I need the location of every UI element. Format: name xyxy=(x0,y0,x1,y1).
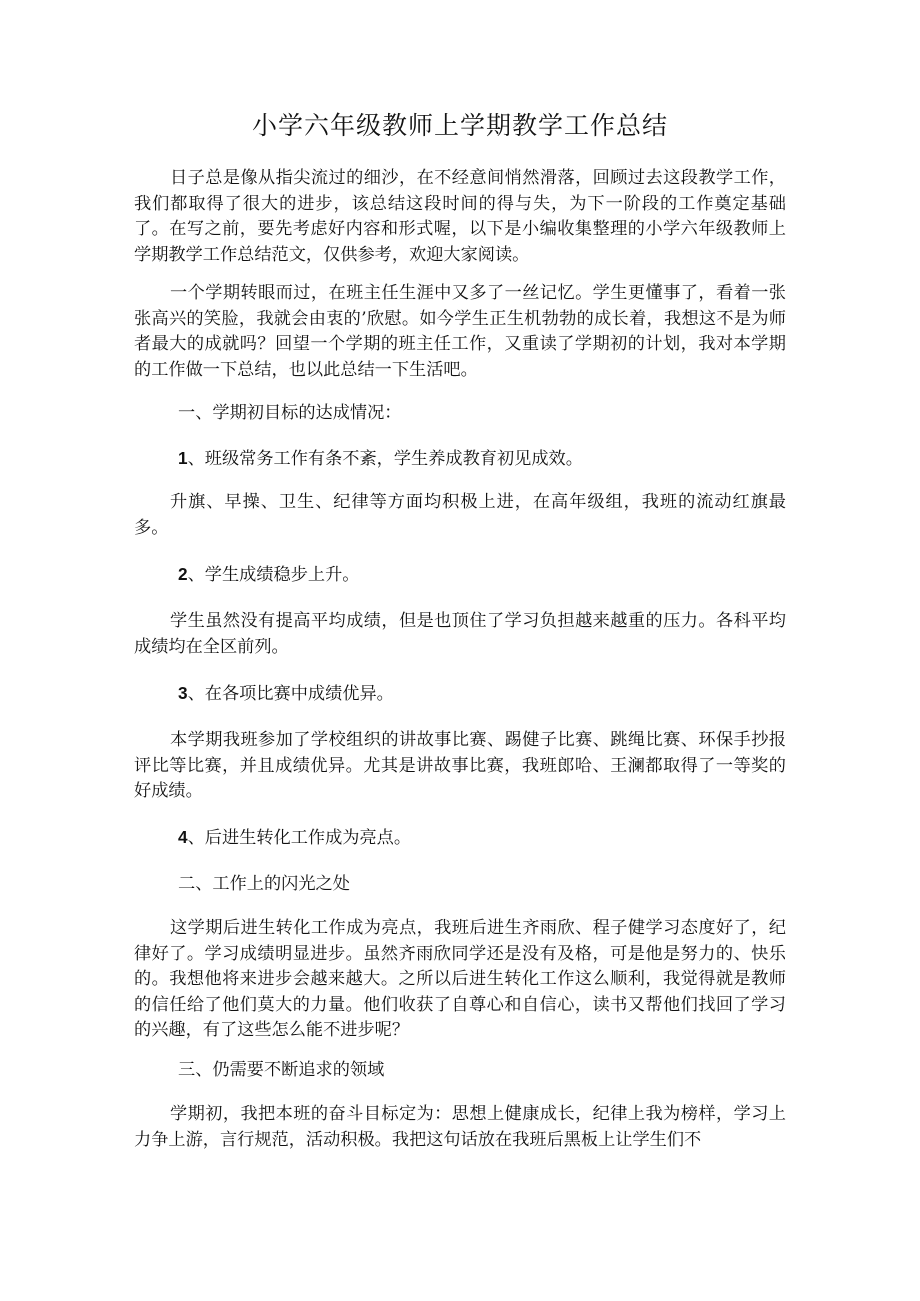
section-2-body: 这学期后进生转化工作成为亮点，我班后进生齐雨欣、程子健学习态度好了，纪律好了。学习成绩明显进步。虽然齐雨欣同学还是没有及格，可是他是努力的、快乐的。我想他将来进步会越来越大。之所以后进生转化工作这么顺利，我觉得就是教师的信任给了他们莫大的力量。他们收获了自尊心和自信心，读书又帮他们找回了学习的兴趣，有了这些怎么能不进步呢？ xyxy=(134,918,786,1041)
intro-paragraph: 日子总是像从指尖流过的细沙，在不经意间悄然滑落，回顾过去这段教学工作，我们都取得了很大的进步，该总结这段时间的得与失，为下一阶段的工作奠定基础了。在写之前，要先考虑好内容和形式喔，以下是小编收集整理的小学六年级教师上学期教学工作总结范文，仅供参考，欢迎大家阅读。 xyxy=(134,168,786,265)
item-2-heading-text: 、学生成绩稳步上升。 xyxy=(187,565,360,585)
section-2-heading: 二、工作上的闪光之处 xyxy=(178,874,350,894)
item-4-number: 4 xyxy=(178,827,188,847)
item-1-heading xyxy=(134,446,786,473)
item-3-number: 3 xyxy=(178,683,188,703)
section-1-heading: 一、学期初目标的达成情况： xyxy=(178,403,402,423)
item-3-heading xyxy=(134,681,786,708)
section-3-body: 学期初，我把本班的奋斗目标定为：思想上健康成长，纪律上我为榜样，学习上力争上游，言行规范，活动积极。我把这句话放在我班后黑板上让学生们不 xyxy=(134,1104,786,1150)
item-1-heading-text: 、班级常务工作有条不紊，学生养成教育初见成效。 xyxy=(187,449,583,469)
opening-paragraph: 一个学期转眼而过，在班主任生涯中又多了一丝记忆。学生更懂事了，看着一张张高兴的笑脸，我就会由衷的’欣慰。如今学生正生机勃勃的成长着，我想这不是为师者最大的成就吗？回望一个学期的班主任工作，又重读了学期初的计划，我对本学期的工作做一下总结，也以此总结一下生活吧。 xyxy=(134,283,786,380)
item-4-heading-text: 、后进生转化工作成为亮点。 xyxy=(187,828,412,848)
item-3-heading-text: 、在各项比赛中成绩优异。 xyxy=(187,684,394,704)
item-2-number: 2 xyxy=(178,564,188,584)
item-2-body: 学生虽然没有提高平均成绩，但是也顶住了学习负担越来越重的压力。各科平均成绩均在全区前列。 xyxy=(134,611,786,657)
item-4-heading xyxy=(134,825,786,852)
section-3-heading: 三、仍需要不断追求的领域 xyxy=(178,1060,385,1080)
document-title: 小学六年级教师上学期教学工作总结 xyxy=(251,111,668,140)
item-2-heading xyxy=(134,562,786,589)
item-1-body: 升旗、早操、卫生、纪律等方面均积极上进，在高年级组，我班的流动红旗最多。 xyxy=(134,492,786,538)
item-3-body: 本学期我班参加了学校组织的讲故事比赛、踢健子比赛、跳绳比赛、环保手抄报评比等比赛，并且成绩优异。尤其是讲故事比赛，我班郎哈、王澜都取得了一等奖的好成绩。 xyxy=(134,730,786,802)
item-1-number: 1 xyxy=(178,448,188,468)
